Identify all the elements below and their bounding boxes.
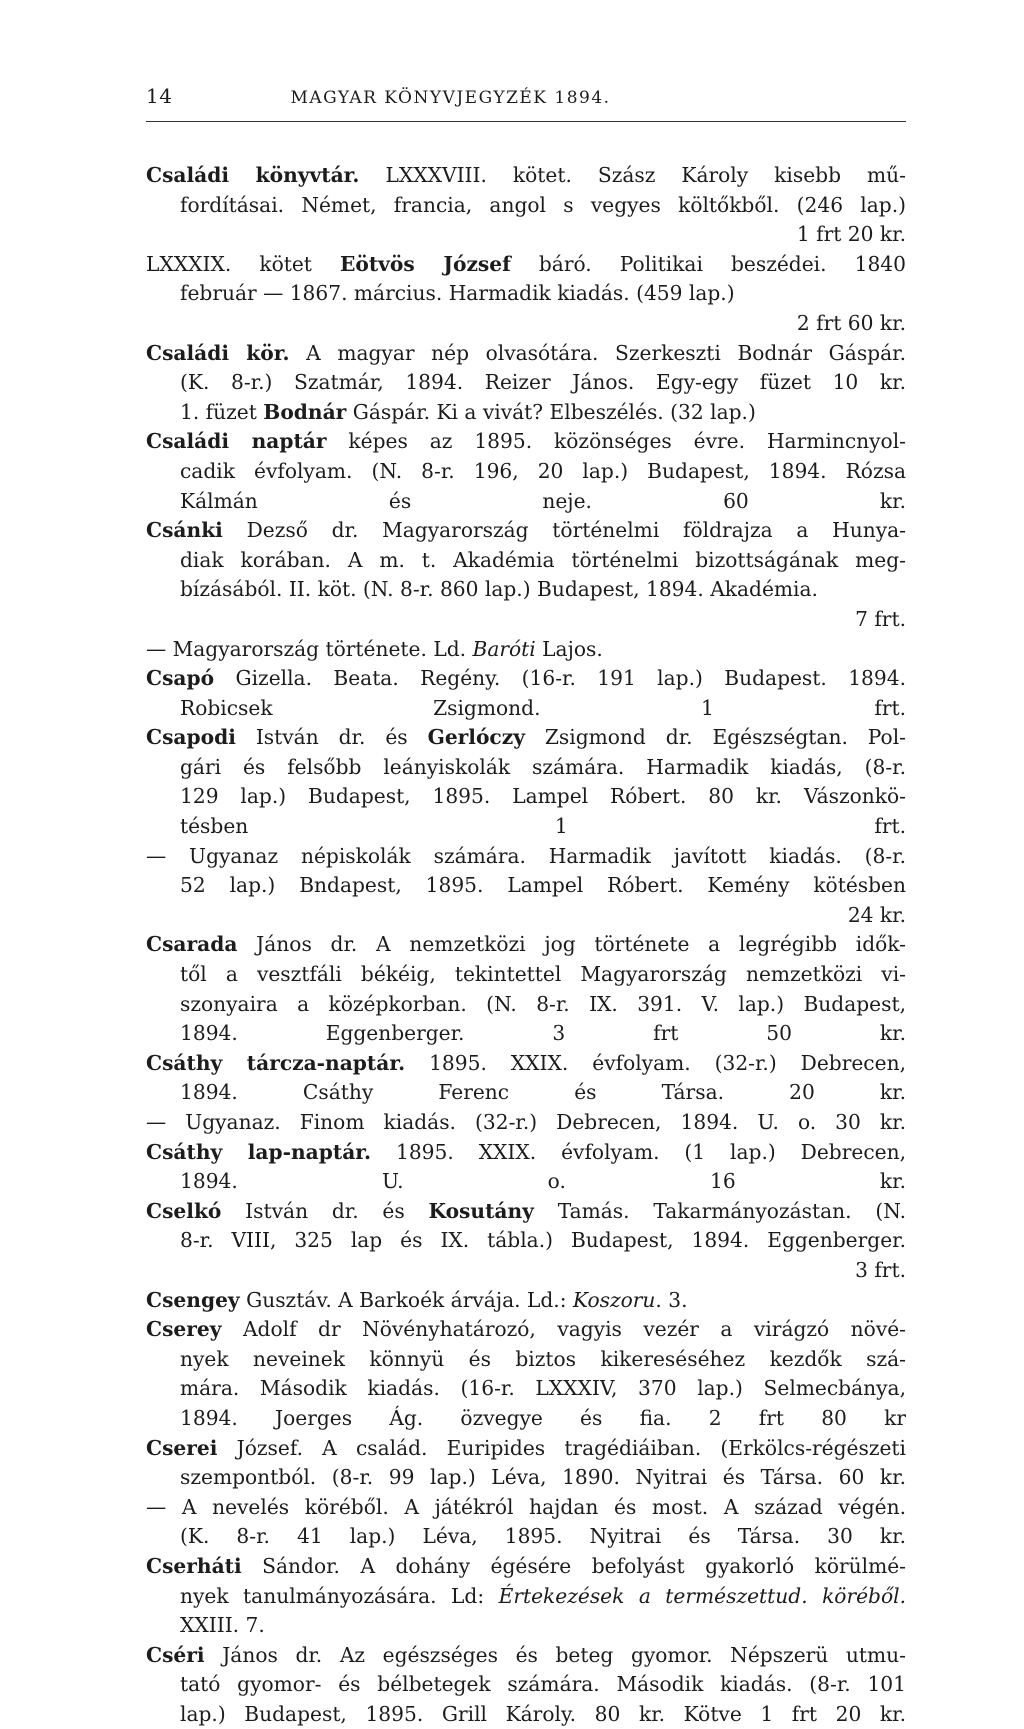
text-line: [146, 457, 906, 487]
entry-author: Bodnár: [263, 399, 347, 424]
entry-text: 1 frt 20 kr.: [796, 222, 906, 247]
text-line: [146, 250, 906, 280]
text-line: [146, 1552, 906, 1582]
text-line: [146, 871, 906, 901]
entry-text: 129 lap.) Budapest, 1895. Lampel Róbert. 80 kr. Vászonkö-: [180, 784, 906, 809]
text-line: [146, 782, 906, 812]
entry-text: . 3.: [655, 1287, 688, 1312]
text-line: [146, 1167, 906, 1197]
entry-text: bízásából. II. köt. (N. 8-r. 860 lap.) Budapest, 1894. Akadémia.: [180, 577, 818, 602]
entry-text: től a vesztfáli békéig, tekintettel Magyarország nemzetközi vi-: [180, 962, 906, 987]
entry-author: Családi kör.: [146, 340, 290, 365]
text-line: [146, 723, 906, 753]
entry-author: Cserei: [146, 1435, 218, 1460]
entry-text: szempontból. (8-r. 99 lap.) Léva, 1890. Nyitrai és Társa. 60 kr.: [180, 1465, 906, 1490]
entry-text: Gusztáv. A Barkoék árvája. Ld.:: [239, 1287, 573, 1312]
text-line: [146, 427, 906, 457]
entry-text: február — 1867. március. Harmadik kiadás. (459 lap.): [180, 281, 735, 306]
entry-author: Csengey: [146, 1287, 240, 1312]
text-line: [146, 635, 906, 665]
entry-text: cadik évfolyam. (N. 8-r. 196, 20 lap.) Budapest, 1894. Rózsa: [180, 458, 906, 483]
text-line: [146, 1641, 906, 1671]
entry-text: fordításai. Német, francia, angol s vegyes költőkből. (246 lap.): [180, 192, 906, 217]
entry-text: Kálmán és neje. 60 kr.: [180, 488, 906, 513]
entry-author: Családi könyvtár.: [146, 163, 360, 187]
entry-text: — A nevelés köréből. A játékról hajdan és most. A század végén.: [146, 1494, 906, 1519]
text-line: [146, 368, 906, 398]
entry-text: 1895. XXIX. évfolyam. (32-r.) Debrecen,: [405, 1050, 906, 1075]
entry-reference: Értekezések a természettud. köréből.: [498, 1583, 906, 1608]
text-line: [146, 1197, 906, 1227]
entry-author: Gerlóczy: [427, 725, 525, 750]
text-line: [146, 1108, 906, 1138]
running-header: [146, 84, 906, 108]
entry-text: 1. füzet: [180, 399, 264, 424]
entry-text: tató gyomor- és bélbetegek számára. Második kiadás. (8-r. 101: [180, 1672, 906, 1697]
text-line: [146, 1256, 906, 1286]
text-line: [146, 1315, 906, 1345]
entry-text: Adolf dr Növényhatározó, vagyis vezér a virágzó növé-: [221, 1317, 906, 1342]
entry-text: János dr. Az egészséges és beteg gyomor. Népszerü utmu-: [204, 1642, 906, 1667]
entry-text: János dr. A nemzetközi jog története a legrégibb idők-: [237, 932, 906, 957]
entry-reference: Koszoru: [572, 1287, 656, 1312]
text-line: [146, 220, 906, 250]
text-line: [146, 309, 906, 339]
entry-text: A magyar nép olvasótára. Szerkeszti Bodnár Gáspár.: [289, 340, 906, 365]
entry-reference: Baróti: [472, 636, 536, 661]
text-line: [146, 1345, 906, 1375]
text-line: [146, 487, 906, 517]
text-line: [146, 1670, 906, 1700]
text-line: [146, 1019, 906, 1049]
text-line: [146, 1463, 906, 1493]
entry-text: diak korában. A m. t. Akadémia történelmi bizottságának meg-: [180, 547, 906, 572]
entry-author: Eötvös József: [340, 251, 511, 276]
text-line: [146, 694, 906, 724]
entry-text: István dr. és: [235, 725, 428, 750]
text-line: [146, 1700, 906, 1729]
text-line: [146, 990, 906, 1020]
text-line: [146, 1404, 906, 1434]
entry-text: István dr. és: [221, 1198, 429, 1223]
entry-author: Kosutány: [428, 1198, 534, 1223]
entry-text: 52 lap.) Bndapest, 1895. Lampel Róbert. Kemény kötésben: [180, 873, 906, 898]
text-line: [146, 1434, 906, 1464]
entry-text: mára. Második kiadás. (16-r. LXXXIV, 370 lap.) Selmecbánya,: [180, 1376, 906, 1401]
bibliography-entries: [146, 161, 906, 1729]
text-line: [146, 605, 906, 635]
text-line: [146, 575, 906, 605]
entry-author: Cséri: [146, 1642, 205, 1667]
entry-text: Tamás. Takarmányozástan. (N.: [533, 1198, 906, 1223]
entry-text: Sándor. A dohány égésére befolyást gyakorló körülmé-: [241, 1553, 906, 1578]
entry-text: képes az 1895. közönséges évre. Harmincnyol-: [326, 429, 906, 454]
entry-text: 3 frt.: [855, 1257, 906, 1282]
entry-text: tésben 1 frt.: [180, 814, 906, 839]
text-line: [146, 753, 906, 783]
text-line: [146, 279, 906, 309]
entry-text: — Ugyanaz népiskolák számára. Harmadik javított kiadás. (8-r.: [146, 843, 906, 868]
text-line: [146, 339, 906, 369]
entry-author: Csánki: [146, 518, 223, 543]
entry-text: Zsigmond dr. Egészségtan. Pol-: [524, 725, 906, 750]
entry-text: LXXXVIII. kötet. Szász Károly kisebb mű-: [359, 163, 906, 187]
text-line: [146, 161, 906, 191]
text-line: [146, 398, 906, 428]
text-line: [146, 546, 906, 576]
entry-text: 1894. Csáthy Ferenc és Társa. 20 kr.: [180, 1080, 906, 1105]
entry-text: 1894. Joerges Ág. özvegye és fia. 2 frt 80 kr: [180, 1405, 906, 1430]
entry-author: Csapó: [146, 666, 215, 691]
entry-text: Lajos.: [535, 636, 603, 661]
entry-author: Csapodi: [146, 725, 236, 750]
entry-author: Családi naptár: [146, 429, 327, 454]
page-number: 14: [146, 84, 173, 108]
entry-text: szonyaira a középkorban. (N. 8-r. IX. 391. V. lap.) Budapest,: [180, 991, 906, 1016]
entry-text: gári és felsőbb leányiskolák számára. Harmadik kiadás, (8-r.: [180, 754, 906, 779]
text-line: [146, 1226, 906, 1256]
entry-text: 1894. U. o. 16 kr.: [180, 1169, 906, 1194]
text-line: [146, 664, 906, 694]
entry-text: Gáspár. Ki a vivát? Elbeszélés. (32 lap.): [346, 399, 756, 424]
header-rule: [146, 121, 906, 122]
text-line: [146, 1286, 906, 1316]
entry-text: nyek neveinek könnyü és biztos kikereséséhez kezdők szá-: [180, 1346, 906, 1371]
entry-author: Cselkó: [146, 1198, 222, 1223]
entry-text: Robicsek Zsigmond. 1 frt.: [180, 695, 906, 720]
entry-text: 7 frt.: [855, 606, 906, 631]
entry-text: (K. 8-r. 41 lap.) Léva, 1895. Nyitrai és Társa. 30 kr.: [180, 1524, 906, 1549]
text-line: [146, 1078, 906, 1108]
entry-author: Csarada: [146, 932, 238, 957]
text-line: [146, 1493, 906, 1523]
entry-text: 24 kr.: [847, 902, 906, 927]
running-title: MAGYAR KÖNYVJEGYZÉK 1894.: [290, 88, 611, 108]
text-line: [146, 842, 906, 872]
entry-text: XXIII. 7.: [180, 1613, 265, 1638]
entry-author: Csáthy lap-naptár.: [146, 1139, 372, 1164]
entry-text: báró. Politikai beszédei. 1840: [510, 251, 906, 276]
text-line: [146, 1049, 906, 1079]
text-line: [146, 930, 906, 960]
entry-text: Gizella. Beata. Regény. (16-r. 191 lap.) Budapest. 1894.: [214, 666, 906, 691]
text-line: [146, 1374, 906, 1404]
entry-text: lap.) Budapest, 1895. Grill Károly. 80 kr. Kötve 1 frt 20 kr.: [180, 1701, 906, 1726]
entry-author: Cserey: [146, 1317, 222, 1342]
text-line: [146, 960, 906, 990]
text-line: [146, 1582, 906, 1612]
entry-text: József. A család. Euripides tragédiáiban. (Erkölcs-régészeti: [217, 1435, 906, 1460]
text-line: [146, 1138, 906, 1168]
entry-text: (K. 8-r.) Szatmár, 1894. Reizer János. Egy-egy füzet 10 kr.: [180, 370, 906, 395]
entry-text: Dezső dr. Magyarország történelmi földrajza a Hunya-: [222, 518, 906, 543]
text-line: [146, 191, 906, 221]
text-line: [146, 516, 906, 546]
text-line: [146, 1522, 906, 1552]
entry-text: 2 frt 60 kr.: [796, 310, 906, 335]
entry-text: nyek tanulmányozására. Ld:: [180, 1583, 499, 1608]
entry-text: 1895. XXIX. évfolyam. (1 lap.) Debrecen,: [371, 1139, 906, 1164]
entry-text: — Magyarország története. Ld.: [146, 636, 473, 661]
entry-text: 8-r. VIII, 325 lap és IX. tábla.) Budapest, 1894. Eggenberger.: [180, 1228, 906, 1253]
entry-text: LXXXIX. kötet: [146, 251, 340, 276]
text-line: [146, 812, 906, 842]
entry-author: Cserháti: [146, 1553, 242, 1578]
text-line: [146, 901, 906, 931]
entry-text: 1894. Eggenberger. 3 frt 50 kr.: [180, 1021, 906, 1046]
text-line: [146, 1611, 906, 1641]
entry-author: Csáthy tárcza-naptár.: [146, 1050, 406, 1075]
entry-text: — Ugyanaz. Finom kiadás. (32-r.) Debrecen, 1894. U. o. 30 kr.: [146, 1110, 906, 1134]
